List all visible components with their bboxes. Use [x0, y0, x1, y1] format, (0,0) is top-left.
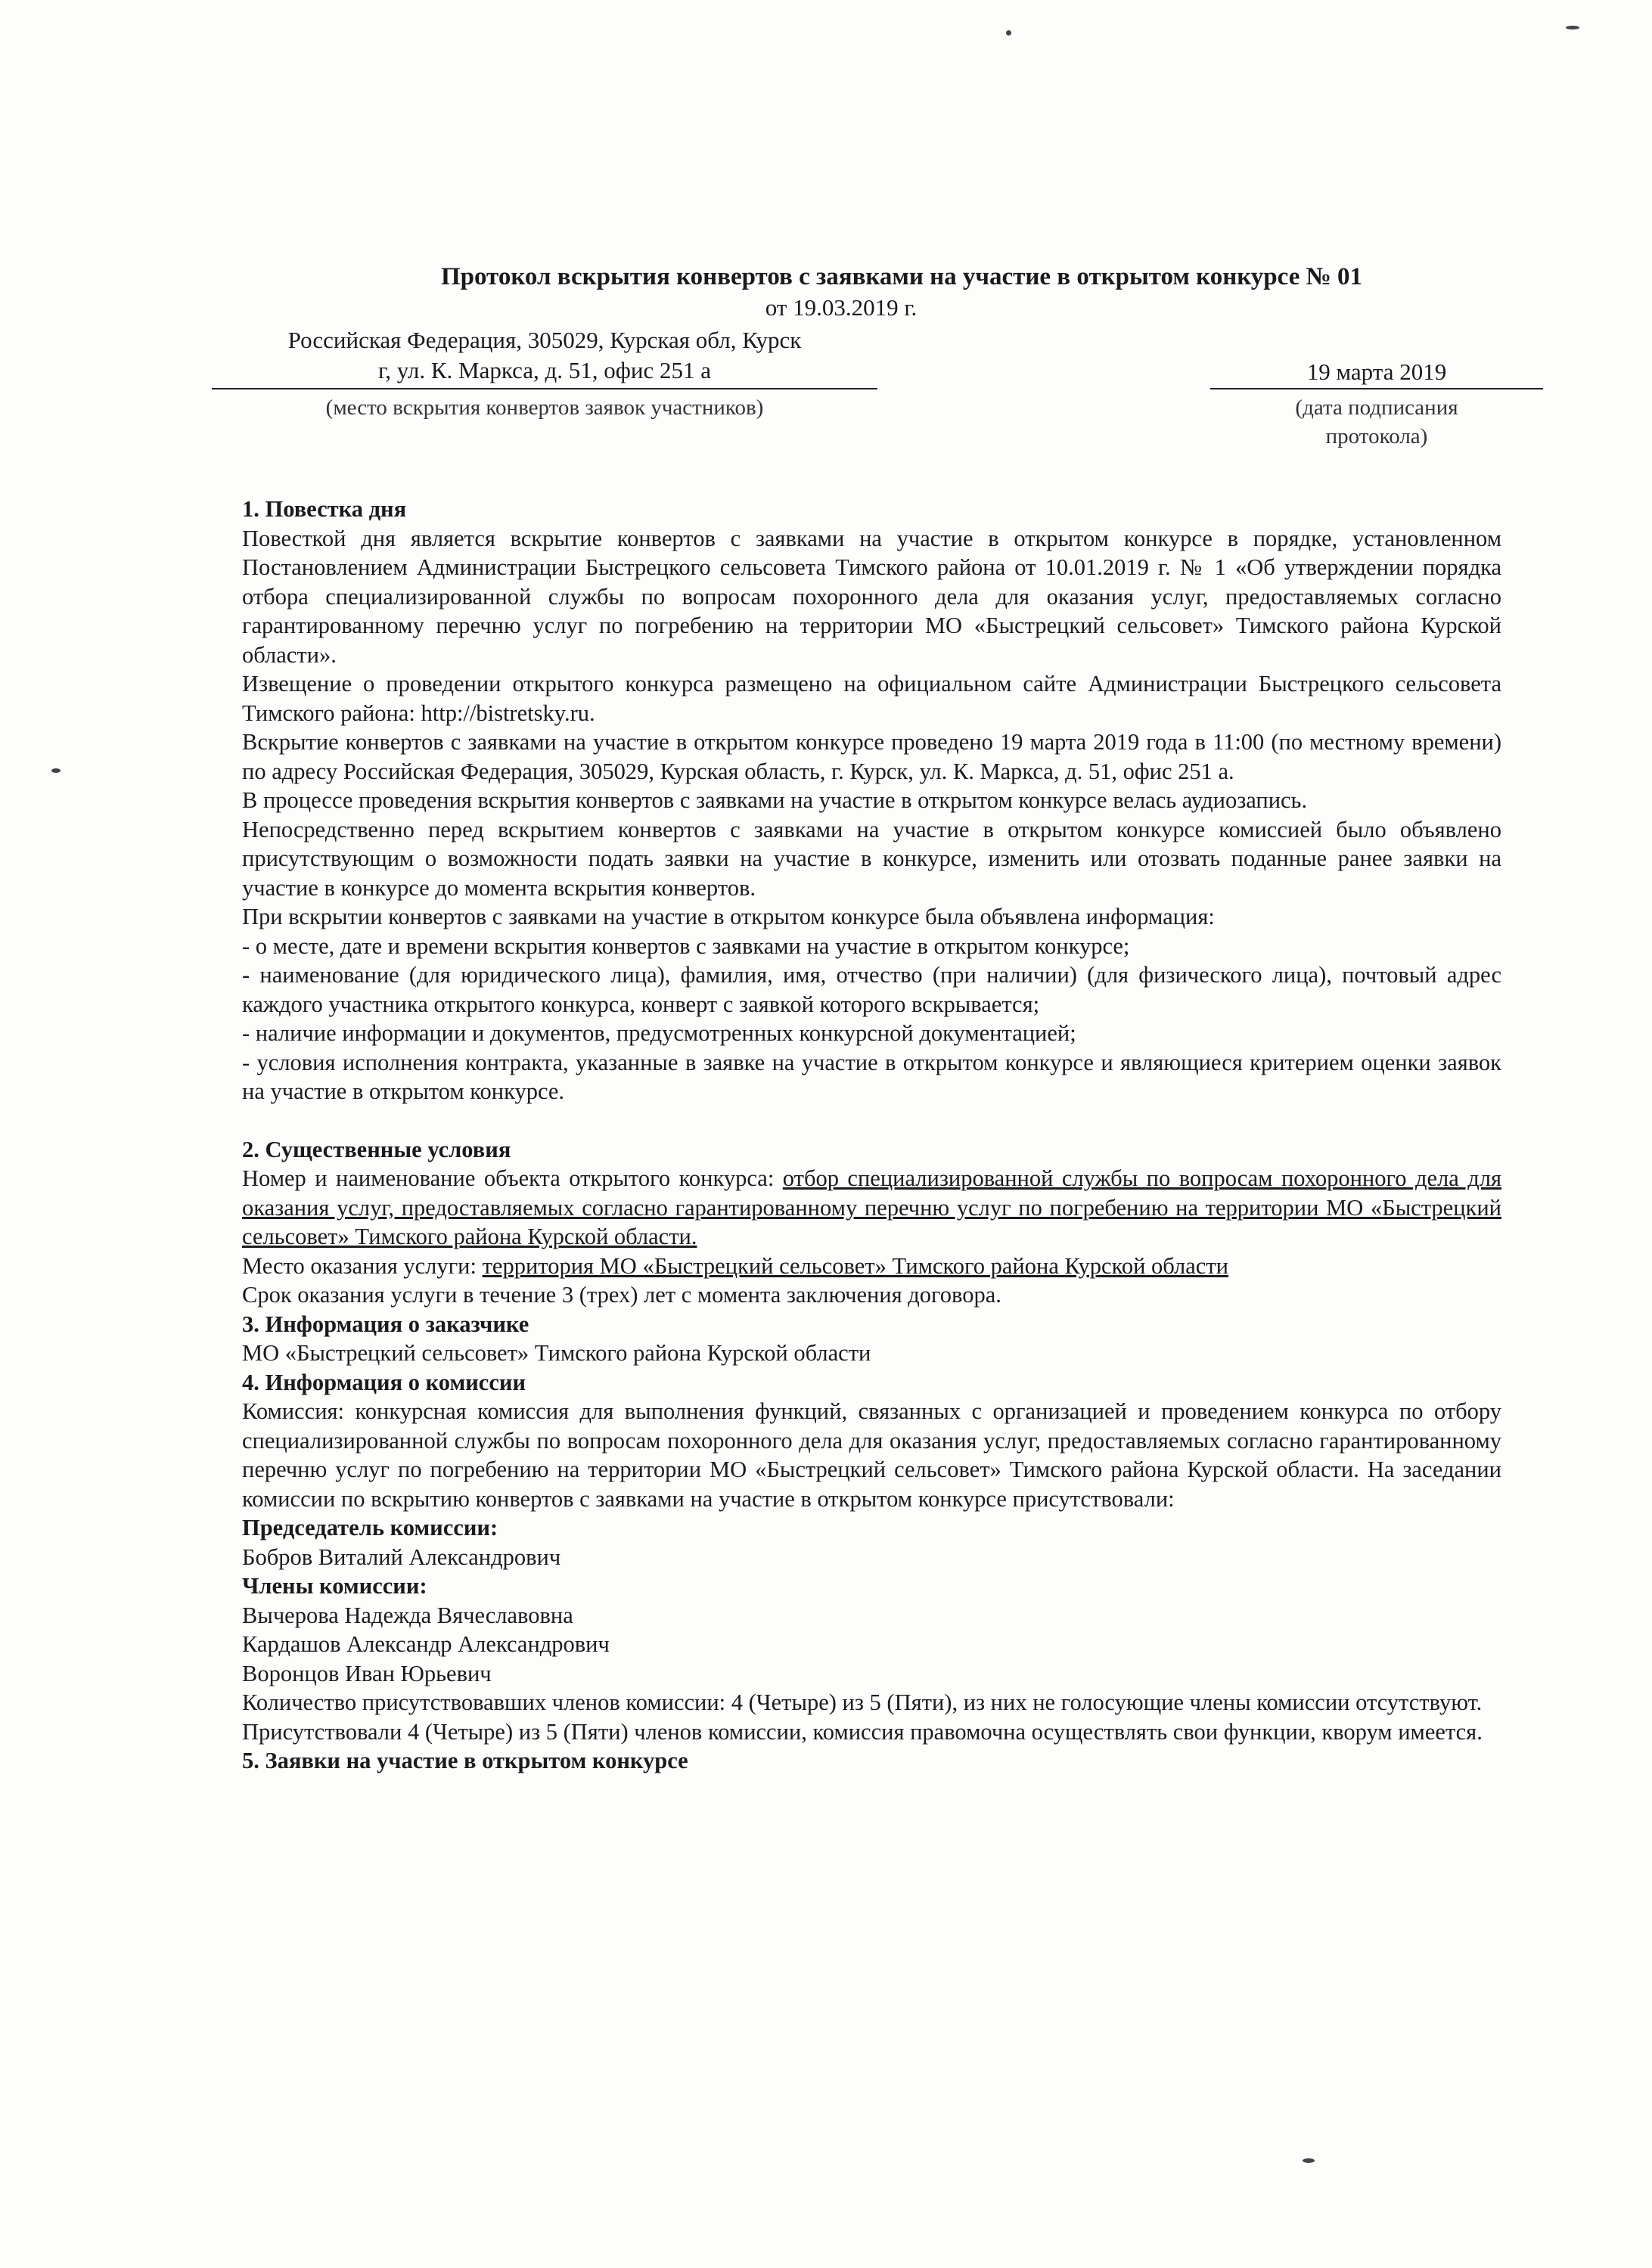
scan-speck [1303, 2158, 1315, 2163]
section-1-paragraph-4: В процессе проведения вскрытия конвертов с заявками на участие в открытом конкурсе велась аудиозапись. [242, 787, 1308, 813]
member-name: Вычерова Надежда Вячеславовна [242, 1602, 573, 1628]
section-4-heading: 4. Информация о комиссии [242, 1369, 526, 1395]
section-2-heading: 2. Существенные условия [242, 1136, 511, 1162]
section-1-heading: 1. Повестка дня [242, 496, 407, 522]
meeting-place-caption: (место вскрытия конвертов заявок участников) [325, 396, 764, 420]
section-1-list-item-3: - наличие информации и документов, предусмотренных конкурсной документацией; [242, 1020, 1076, 1046]
scan-speck [51, 768, 61, 773]
service-place-value: территория МО «Быстрецкий сельсовет» Тимского района Курской области [482, 1252, 1228, 1279]
document-title: Протокол вскрытия конвертов с заявками на участие в открытом конкурсе № 01 [440, 263, 1363, 290]
service-term: Срок оказания услуги в течение 3 (трех) лет с момента заключения договора. [242, 1282, 1001, 1308]
section-1-paragraph-5: Непосредственно перед вскрытием конвертов с заявками на участие в открытом конкурсе комиссией было объявлено присутствующим о возможности подать заявки на участие в конкурсе, изменить или отозвать поданные ранее заявки на участие в конкурсе до момента вскрытия конвертов. [242, 816, 1501, 901]
service-place [242, 1252, 1501, 1281]
attendance-count: Количество присутствовавших членов комиссии: 4 (Четыре) из 5 (Пяти), из них не голосующие члены комиссии отсутствуют. [242, 1689, 1483, 1715]
chairman-label: Председатель комиссии: [242, 1515, 498, 1540]
member-name: Воронцов Иван Юрьевич [242, 1660, 492, 1686]
section-1-list-item-4: - условия исполнения контракта, указанные в заявке на участие в открытом конкурсе и являющиеся критерием оценки заявок на участие в открытом конкурсе. [242, 1049, 1501, 1104]
chairman-name: Бобров Виталий Александрович [242, 1544, 561, 1570]
meeting-place [212, 325, 877, 386]
commission-description: Комиссия: конкурсная комиссия для выполнения функций, связанных с организацией и проведением конкурса по отбору специализированной службы по вопросам похоронного дела для оказания услуг, предоставляемых согласно гарантированному перечню услуг по погребению на территории МО «Быстрецкий сельсовет» Тимского района Курской области. На заседании комиссии по вскрытию конвертов с заявками на участие в открытом конкурсе присутствовали: [242, 1398, 1501, 1512]
section-1-paragraph-2: Извещение о проведении открытого конкурса размещено на официальном сайте Администрации Быстрецкого сельсовета Тимского района: http://bistretsky.ru. [242, 671, 1501, 726]
signing-date-underline [1210, 388, 1543, 389]
section-1-paragraph-1: Повесткой дня является вскрытие конвертов с заявками на участие в открытом конкурсе в порядке, установленном Постановлением Администрации Быстрецкого сельсовета Тимского района от 10.01.2019 г. № 1 «Об утверждении порядка отбора специализированной службы по вопросам похоронного дела для оказания услуг, предоставляемых согласно гарантированному перечню услуг по погребению на территории МО «Быстрецкий сельсовет» Тимского района Курской области». [242, 525, 1501, 668]
section-1-list-item-2: - наименование (для юридического лица), фамилия, имя, отчество (при наличии) (для физического лица), почтовый адрес каждого участника открытого конкурса, конверт с заявкой которого вскрывается; [242, 962, 1501, 1017]
meeting-place-line-1: Российская Федерация, 305029, Курская обл, Курск [287, 327, 802, 353]
signing-date-caption-1: (дата подписания [1295, 396, 1458, 420]
signing-date-caption-2: протокола) [1325, 424, 1428, 448]
member-name: Кардашов Александр Александрович [242, 1631, 610, 1657]
section-1-paragraph-6: При вскрытии конвертов с заявками на участие в открытом конкурсе была объявлена информация: [242, 904, 1215, 929]
scan-speck [1006, 30, 1011, 36]
meeting-place-underline [212, 388, 877, 389]
meeting-place-line-2: г, ул. К. Маркса, д. 51, офис 251 а [378, 357, 711, 383]
document-date: от 19.03.2019 г. [765, 294, 918, 321]
signing-date-caption [1210, 393, 1543, 451]
customer-info: МО «Быстрецкий сельсовет» Тимского района Курской области [242, 1340, 871, 1366]
section-3-heading: 3. Информация о заказчике [242, 1311, 529, 1337]
quorum-statement: Присутствовали 4 (Четыре) из 5 (Пяти) членов комиссии, комиссия правомочна осуществлять свои функции, кворум имеется. [242, 1718, 1483, 1745]
scan-speck [1566, 26, 1579, 29]
members-label: Члены комиссии: [242, 1573, 427, 1599]
contest-object [242, 1164, 1501, 1252]
contest-object-label: Номер и наименование объекта открытого конкурса: [242, 1165, 783, 1191]
section-gap [242, 1106, 1501, 1135]
title-block [0, 261, 1652, 323]
section-5-heading: 5. Заявки на участие в открытом конкурсе [242, 1748, 688, 1773]
document-body [242, 495, 1501, 1776]
section-1-paragraph-3: Вскрытие конвертов с заявками на участие в открытом конкурсе проведено 19 марта 2019 года в 11:00 (по местному времени) по адресу Российская Федерация, 305029, Курская область, г. Курск, ул. К. Маркса, д. 51, офис 251 а. [242, 729, 1501, 784]
signing-date: 19 марта 2019 [1306, 358, 1447, 385]
section-1-list-item-1: - о месте, дате и времени вскрытия конвертов с заявками на участие в открытом конкурсе; [242, 932, 1130, 959]
contest-object-value: отбор специализированной службы по вопросам похоронного дела для оказания услуг, предоставляемых согласно гарантированному перечню услуг по погребению на территории МО «Быстрецкий сельсовет» Тимского района Курской области. [242, 1165, 1502, 1249]
service-place-label: Место оказания услуги: [242, 1252, 483, 1279]
